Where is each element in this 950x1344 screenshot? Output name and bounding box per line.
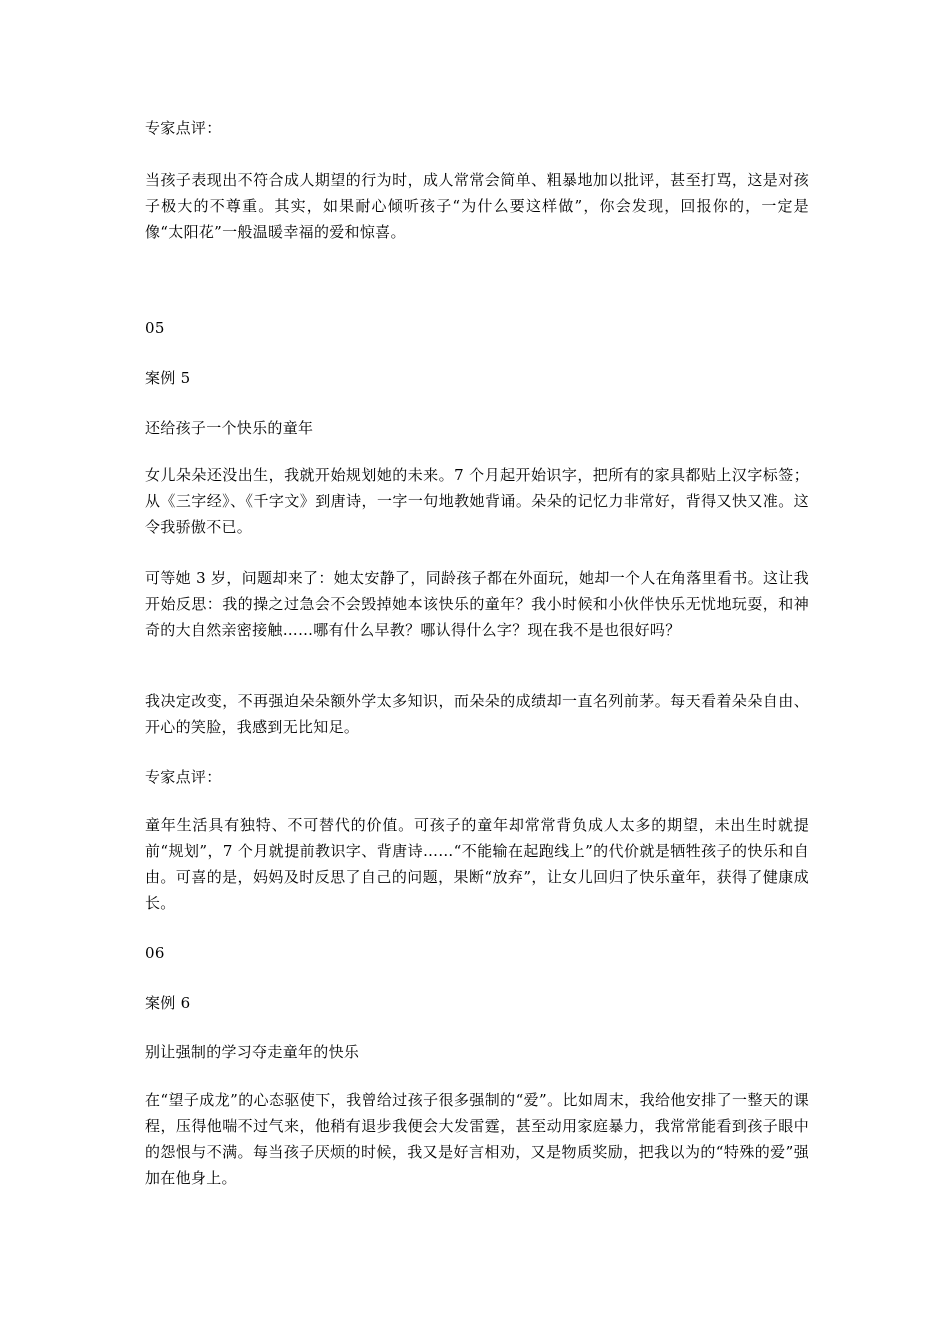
expert-comment-body: 当孩子表现出不符合成人期望的行为时，成人常常会简单、粗暴地加以批评，甚至打骂，这是对孩子极大的不尊重。其实，如果耐心倾听孩子“为什么要这样做”，你会发现，回报你的，一定是像“太阳花”一般温暖幸福的爱和惊喜。 <box>145 171 809 241</box>
expert-comment-label: 专家点评： <box>145 768 222 786</box>
case-label: 案例 5 <box>145 369 191 387</box>
expert-comment-body: 童年生活具有独特、不可替代的价值。可孩子的童年却常常背负成人太多的期望，未出生时就提前“规划”，7 个月就提前教识字、背唐诗……“不能输在起跑线上”的代价就是牺牲孩子的快乐和自由。可喜的是，妈妈及时反思了自己的问题，果断“放弃”，让女儿回归了快乐童年，获得了健康成长。 <box>145 816 809 912</box>
section-number: 06 <box>145 944 165 962</box>
expert-comment-label: 专家点评： <box>145 119 222 137</box>
case-title: 还给孩子一个快乐的童年 <box>145 419 314 437</box>
case-paragraph: 可等她 3 岁，问题却来了：她太安静了，同龄孩子都在外面玩，她却一个人在角落里看书。这让我开始反思：我的操之过急会不会毁掉她本该快乐的童年？我小时候和小伙伴快乐无忧地玩耍，和神奇的大自然亲密接触……哪有什么早教？哪认得什么字？现在我不是也很好吗？ <box>145 569 809 639</box>
case-title: 别让强制的学习夺走童年的快乐 <box>145 1043 360 1061</box>
case-paragraph: 在“望子成龙”的心态驱使下，我曾给过孩子很多强制的“爱”。比如周末，我给他安排了一整天的课程，压得他喘不过气来，他稍有退步我便会大发雷霆，甚至动用家庭暴力，我常常能看到孩子眼中的怨恨与不满。每当孩子厌烦的时候，我又是好言相劝，又是物质奖励，把我以为的“特殊的爱”强加在他身上。 <box>145 1091 809 1187</box>
section-number: 05 <box>145 319 165 337</box>
case-paragraph: 女儿朵朵还没出生，我就开始规划她的未来。7 个月起开始识字，把所有的家具都贴上汉字标签；从《三字经》、《千字文》到唐诗，一字一句地教她背诵。朵朵的记忆力非常好，背得又快又准。这令我骄傲不已。 <box>145 466 809 536</box>
case-label: 案例 6 <box>145 994 191 1012</box>
case-paragraph: 我决定改变，不再强迫朵朵额外学太多知识，而朵朵的成绩却一直名列前茅。每天看着朵朵自由、开心的笑脸，我感到无比知足。 <box>145 692 809 736</box>
